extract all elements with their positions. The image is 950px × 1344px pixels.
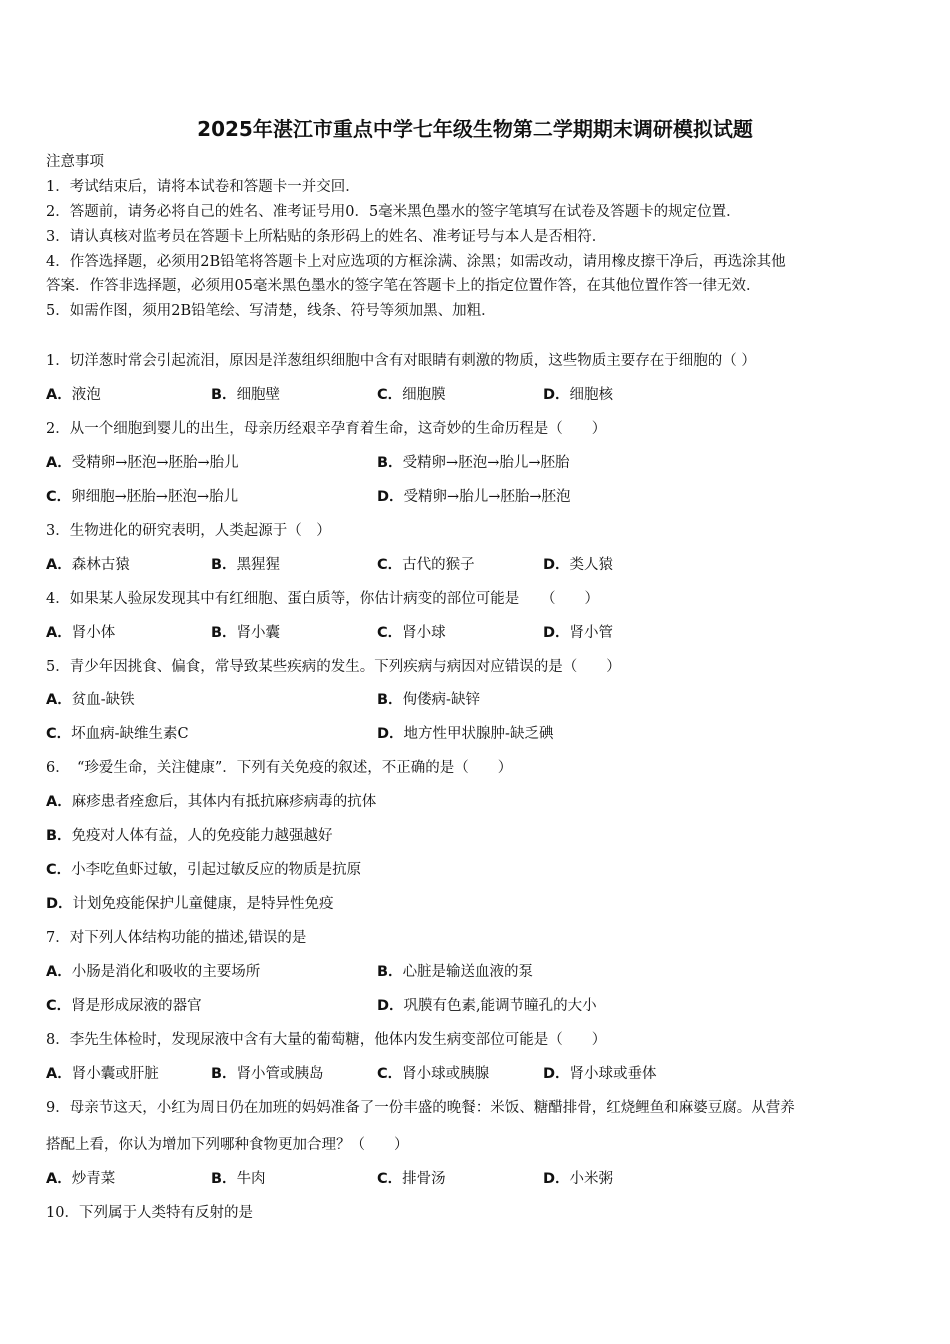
option-text: 贫血-缺铁 <box>71 692 135 708</box>
option-c <box>46 996 202 1016</box>
option-letter: B． <box>211 1171 237 1187</box>
option-letter: D． <box>377 489 404 505</box>
question-stem: 4．如果某人验尿发现其中有红细胞、蛋白质等，你估计病变的部位可能是 （ ） <box>46 591 599 607</box>
option-d <box>377 996 597 1016</box>
option-letter: C． <box>46 489 72 505</box>
option-c <box>377 1064 489 1084</box>
option-c <box>46 487 238 507</box>
question-stem: 6． “珍爱生命，关注健康”．下列有关免疫的叙述，不正确的是（ ） <box>46 760 513 776</box>
option-text: 受精卵→胎儿→胚胎→胚泡 <box>403 489 571 505</box>
option-text: 肾小球或胰腺 <box>402 1066 490 1082</box>
option-text: 小李吃鱼虾过敏，引起过敏反应的物质是抗原 <box>71 862 362 878</box>
option-letter: B． <box>211 557 237 573</box>
option-b <box>211 623 280 643</box>
option-c <box>46 724 189 744</box>
question-stem: 5．青少年因挑食、偏食，常导致某些疾病的发生。下列疾病与病因对应错误的是（ ） <box>46 659 621 675</box>
question-stem: 1．切洋葱时常会引起流泪，原因是洋葱组织细胞中含有对眼睛有刺激的物质，这些物质主要存在于细胞的（ ） <box>46 353 756 369</box>
option-letter: B． <box>377 455 403 471</box>
option-text: 麻疹患者痊愈后，其体内有抵抗麻疹病毒的抗体 <box>71 794 377 810</box>
option-letter: D． <box>377 998 404 1014</box>
option-b <box>211 1169 266 1189</box>
option-b <box>377 690 480 710</box>
option-b <box>46 826 333 846</box>
option-d <box>543 1064 657 1084</box>
option-c <box>377 555 475 575</box>
option-letter: A． <box>46 1171 72 1187</box>
option-text: 细胞核 <box>569 387 614 403</box>
option-text: 受精卵→胚泡→胎儿→胚胎 <box>402 455 570 471</box>
option-letter: B． <box>377 964 403 980</box>
option-letter: C． <box>46 998 72 1014</box>
option-letter: A． <box>46 625 72 641</box>
page-title: 2025年湛江市重点中学七年级生物第二学期期末调研模拟试题 <box>197 117 753 141</box>
option-b <box>211 385 280 405</box>
option-text: 免疫对人体有益，人的免疫能力越强越好 <box>71 828 333 844</box>
option-a <box>46 1169 115 1189</box>
option-text: 肾小球或垂体 <box>569 1066 657 1082</box>
option-a <box>46 690 135 710</box>
notice-item: 答案．作答非选择题，必须用05毫米黑色墨水的签字笔在答题卡上的指定位置作答，在其他位置作答一律无效． <box>46 278 761 294</box>
option-text: 炒青菜 <box>71 1171 116 1187</box>
question-stem: 2．从一个细胞到婴儿的出生，母亲历经艰辛孕育着生命，这奇妙的生命历程是（ ） <box>46 421 607 437</box>
option-text: 类人猿 <box>569 557 614 573</box>
option-text: 心脏是输送血液的泵 <box>402 964 534 980</box>
option-text: 肾小球 <box>402 625 446 641</box>
option-a <box>46 1064 159 1084</box>
question-stem: 3．生物进化的研究表明，人类起源于（ ） <box>46 523 331 539</box>
option-letter: B． <box>211 625 237 641</box>
question-stem: 10．下列属于人类特有反射的是 <box>46 1205 253 1221</box>
option-letter: C． <box>377 625 403 641</box>
option-text: 卵细胞→胚胎→胚泡→胎儿 <box>71 489 239 505</box>
option-text: 坏血病-缺维生素C <box>71 726 189 742</box>
option-letter: A． <box>46 964 72 980</box>
notice-item: 2．答题前，请务必将自己的姓名、准考证号用0．5毫米黑色墨水的签字笔填写在试卷及答题卡的规定位置． <box>46 204 741 220</box>
option-a <box>46 792 376 812</box>
option-d <box>377 487 571 507</box>
option-text: 肾小囊或肝脏 <box>71 1066 159 1082</box>
option-letter: C． <box>46 862 72 878</box>
question-stem-continued: 搭配上看，你认为增加下列哪种食物更加合理？（ ） <box>46 1137 409 1153</box>
option-text: 细胞壁 <box>236 387 281 403</box>
option-text: 液泡 <box>71 387 101 403</box>
option-d <box>543 385 613 405</box>
option-letter: D． <box>543 1171 570 1187</box>
notice-item: 3．请认真核对监考员在答题卡上所粘贴的条形码上的姓名、准考证号与本人是否相符． <box>46 229 607 245</box>
option-letter: A． <box>46 455 72 471</box>
option-text: 肾小管 <box>569 625 614 641</box>
option-letter: D． <box>543 625 570 641</box>
option-letter: A． <box>46 1066 72 1082</box>
question-stem: 7．对下列人体结构功能的描述,错误的是 <box>46 930 307 946</box>
option-letter: B． <box>46 828 72 844</box>
option-text: 肾小管或胰岛 <box>236 1066 324 1082</box>
option-text: 牛肉 <box>236 1171 266 1187</box>
option-text: 受精卵→胚泡→胚胎→胎儿 <box>71 455 239 471</box>
option-a <box>46 385 101 405</box>
option-d <box>543 623 613 643</box>
option-text: 小米粥 <box>569 1171 614 1187</box>
option-letter: C． <box>377 387 403 403</box>
option-letter: A． <box>46 794 72 810</box>
option-text: 细胞膜 <box>402 387 446 403</box>
option-b <box>211 1064 324 1084</box>
option-text: 古代的猴子 <box>402 557 475 573</box>
option-letter: A． <box>46 387 72 403</box>
notice-item: 1．考试结束后，请将本试卷和答题卡一并交回． <box>46 179 360 195</box>
notice-item: 5．如需作图，须用2B铅笔绘、写清楚，线条、符号等须加黑、加粗． <box>46 303 496 319</box>
option-letter: A． <box>46 692 72 708</box>
option-d <box>543 1169 613 1189</box>
option-text: 肾小囊 <box>236 625 281 641</box>
option-text: 森林古猿 <box>71 557 130 573</box>
option-letter: D． <box>543 557 570 573</box>
option-letter: D． <box>377 726 404 742</box>
question-stem: 8．李先生体检时，发现尿液中含有大量的葡萄糖，他体内发生病变部位可能是（ ） <box>46 1032 607 1048</box>
option-b <box>377 962 533 982</box>
option-a <box>46 623 115 643</box>
option-letter: C． <box>46 726 72 742</box>
option-c <box>377 623 446 643</box>
option-b <box>211 555 280 575</box>
option-b <box>377 453 570 473</box>
option-text: 计划免疫能保护儿童健康，是特异性免疫 <box>72 896 334 912</box>
option-c <box>46 860 361 880</box>
option-letter: C． <box>377 1171 403 1187</box>
option-d <box>377 724 553 744</box>
option-text: 肾是形成尿液的器官 <box>71 998 202 1014</box>
option-c <box>377 385 446 405</box>
option-a <box>46 555 130 575</box>
notice-item: 4．作答选择题，必须用2B铅笔将答题卡上对应选项的方框涂满、涂黑；如需改动，请用橡皮擦干净后，再选涂其他 <box>46 254 786 270</box>
option-letter: D． <box>46 896 73 912</box>
option-d <box>46 894 334 914</box>
option-text: 巩膜有色素,能调节瞳孔的大小 <box>403 998 597 1014</box>
option-text: 黑猩猩 <box>236 557 281 573</box>
option-letter: B． <box>211 387 237 403</box>
option-letter: D． <box>543 387 570 403</box>
option-letter: B． <box>211 1066 237 1082</box>
option-text: 佝偻病-缺锌 <box>402 692 480 708</box>
option-letter: D． <box>543 1066 570 1082</box>
question-stem: 9．母亲节这天，小红为周日仍在加班的妈妈准备了一份丰盛的晚餐：米饭、糖醋排骨，红烧鲤鱼和麻婆豆腐。从营养 <box>46 1100 795 1116</box>
option-text: 排骨汤 <box>402 1171 446 1187</box>
option-letter: C． <box>377 1066 403 1082</box>
option-letter: B． <box>377 692 403 708</box>
option-letter: C． <box>377 557 403 573</box>
notice-heading: 注意事项 <box>46 154 104 170</box>
option-letter: A． <box>46 557 72 573</box>
option-d <box>543 555 613 575</box>
option-a <box>46 962 260 982</box>
option-text: 地方性甲状腺肿-缺乏碘 <box>403 726 554 742</box>
option-a <box>46 453 239 473</box>
option-text: 小肠是消化和吸收的主要场所 <box>71 964 261 980</box>
option-text: 肾小体 <box>71 625 116 641</box>
option-c <box>377 1169 446 1189</box>
